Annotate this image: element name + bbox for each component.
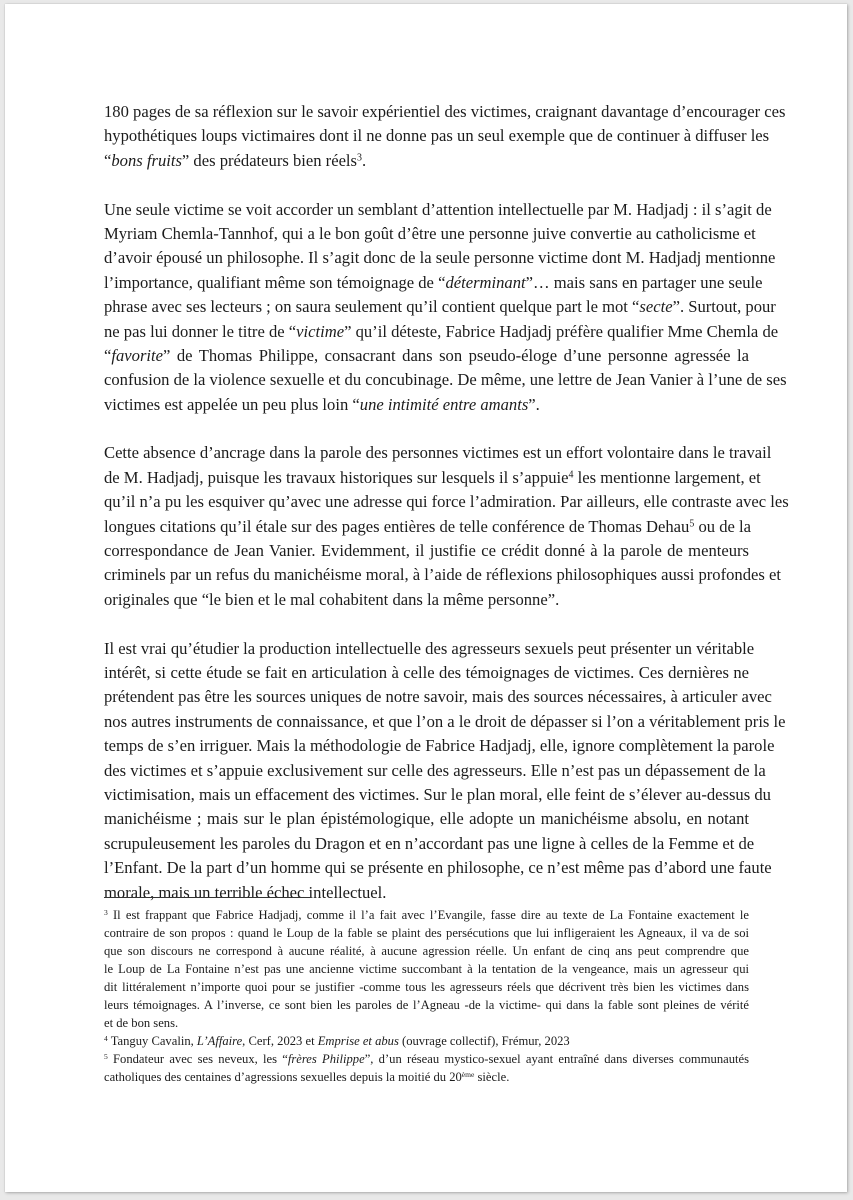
paragraph	[104, 637, 786, 905]
text-run: Cette absence d’ancrage dans la parole des personnes victimes est un effort volontaire dans le travail	[104, 443, 772, 463]
text-run: l’Enfant. De la part d’un homme qui se présente en philosophe, ce n’est même pas d’abord une faute	[104, 858, 772, 878]
text-line	[104, 1014, 749, 1032]
italic-text: frères Philippe	[287, 1052, 365, 1066]
text-run: Il est vrai qu’étudier la production intellectuelle des agresseurs sexuels peut présenter un véritable	[104, 638, 755, 658]
text-line	[104, 856, 772, 880]
italic-text: bons fruits	[111, 150, 182, 170]
footnote-reference: 4	[104, 1033, 108, 1043]
text-line	[104, 124, 770, 148]
footnote-separator	[104, 897, 311, 898]
text-line	[104, 978, 749, 996]
italic-text: L’Affaire	[196, 1034, 243, 1048]
text-run: correspondance de Jean Vanier. Evidemment, il justifie ce crédit donné à la parole de menteurs	[104, 541, 749, 561]
text-run: hypothétiques loups victimaires dont il ne donne pas un seul exemple que de continuer à diffuser les	[104, 126, 770, 146]
text-run: originales que “le bien et le mal cohabitent dans la même personne”.	[104, 589, 560, 609]
text-run: victimes est appelée un peu plus loin “	[104, 394, 360, 414]
text-line	[104, 149, 749, 173]
italic-text: Emprise et abus	[317, 1034, 399, 1048]
footnote-3	[104, 906, 749, 1032]
text-line	[104, 942, 749, 960]
footnote-5	[104, 1050, 749, 1086]
document-page	[5, 4, 847, 1192]
text-line	[104, 637, 755, 661]
text-run: (ouvrage collectif), Frémur, 2023	[398, 1034, 570, 1048]
text-line	[104, 685, 772, 709]
text-line	[104, 490, 789, 514]
text-run: leurs témoignages. A l’inverse, ce sont bien les paroles de l’Agneau -de la victime- qui dans la fable sont pleines de vérité	[104, 998, 749, 1012]
body-text	[104, 100, 789, 929]
text-run: ”… mais sans en partager une seule	[525, 272, 763, 292]
text-line	[104, 710, 786, 734]
text-line	[104, 960, 749, 978]
text-line	[104, 295, 776, 319]
footnote-reference: 4	[568, 469, 574, 481]
text-run: l’importance, qualifiant même son témoignage de “	[104, 272, 446, 292]
text-run: .	[361, 150, 367, 170]
text-run: prétendent pas être les sources uniques de notre savoir, mais des sources nécessaires, à articuler avec	[104, 687, 772, 707]
paragraph	[104, 198, 787, 418]
footnote-reference: ème	[461, 1069, 475, 1079]
text-run: “	[104, 150, 112, 170]
paragraph	[104, 100, 786, 173]
text-line	[104, 271, 763, 295]
text-line	[104, 198, 772, 222]
text-run: morale, mais un terrible échec intellectuel.	[104, 882, 387, 902]
text-line	[104, 588, 749, 612]
text-line	[104, 661, 749, 685]
text-line	[104, 246, 776, 270]
text-line	[104, 222, 756, 246]
text-line	[104, 515, 749, 539]
text-run: ” de Thomas Philippe, consacrant dans son pseudo-éloge d’une personne agressée la	[163, 345, 749, 365]
text-run: ”. Surtout, pour	[672, 297, 776, 317]
text-run: longues citations qu’il étale sur des pages entières de telle conférence de Thomas Dehau	[104, 516, 690, 536]
text-run: ” qu’il déteste, Fabrice Hadjadj préfère qualifier Mme Chemla de	[344, 321, 779, 341]
text-run: de M. Hadjadj, puisque les travaux historiques sur lesquels il s’appuie	[104, 467, 569, 487]
text-line	[104, 759, 766, 783]
footnote-reference: 5	[104, 1051, 108, 1061]
text-run: confusion de la violence sexuelle et du concubinage. De même, une lettre de Jean Vanier à l’une de ses	[104, 370, 787, 390]
text-run: siècle.	[474, 1070, 510, 1084]
text-run: contraire de son propos : quand le Loup de la fable se plaint des persécutions que lui infligeraient les Agneaux, il va de soi	[104, 926, 749, 940]
italic-text: une intimité entre amants	[359, 394, 529, 414]
text-line	[104, 320, 779, 344]
text-line	[104, 563, 781, 587]
text-line	[104, 906, 749, 924]
text-run: nos autres instruments de connaissance, et que l’on a le droit de dépasser si l’on a véritablement pris le	[104, 711, 786, 731]
text-line	[104, 100, 786, 124]
text-run: ”, d’un réseau mystico-sexuel ayant entraîné dans diverses communautés	[364, 1052, 749, 1066]
text-run: Myriam Chemla-Tannhof, qui a le bon goût d’être une personne juive convertie au catholicisme et	[104, 223, 756, 243]
text-line	[104, 466, 761, 490]
italic-text: déterminant	[445, 272, 526, 292]
text-line	[104, 368, 787, 392]
text-run: criminels par un refus du manichéisme moral, à l’aide de réflexions philosophiques aussi profondes et	[104, 565, 781, 585]
text-line	[104, 832, 755, 856]
text-run: les mentionne largement, et	[573, 467, 761, 487]
text-line	[104, 539, 749, 563]
paragraph	[104, 441, 789, 612]
text-line	[104, 996, 749, 1014]
text-run: ”.	[528, 394, 540, 414]
footnote-reference: 3	[357, 152, 362, 164]
footnote-reference: 3	[104, 907, 108, 917]
text-run: des victimes et s’appuie exclusivement sur celle des agresseurs. Elle n’est pas un dépassement de la	[104, 760, 766, 780]
text-run: “	[104, 345, 112, 365]
footnotes	[104, 906, 749, 1086]
text-line	[104, 441, 772, 465]
text-run: Tanguy Cavalin,	[107, 1034, 197, 1048]
text-line	[104, 1068, 749, 1086]
footnote-reference: 5	[689, 518, 695, 530]
text-run: temps de s’en irriguer. Mais la méthodologie de Fabrice Hadjadj, elle, ignore complètement la parole	[104, 736, 775, 756]
text-run: phrase avec ses lecteurs ; on saura seulement qu’il contient quelque part le mot “	[104, 297, 640, 317]
text-run: Fondateur avec ses neveux, les “	[107, 1052, 288, 1066]
text-run: qu’il n’a pu les esquiver qu’avec une adresse qui force l’admiration. Par ailleurs, elle contraste avec les	[104, 492, 789, 512]
text-run: ” des prédateurs bien réels	[181, 150, 357, 170]
italic-text: secte	[639, 297, 673, 317]
text-run: manichéisme ; mais sur le plan épistémologique, elle adopte un manichéisme absolu, en notant	[104, 809, 749, 829]
text-line	[104, 1032, 749, 1050]
text-run: le Loup de La Fontaine n’est pas une ancienne victime succombant à la tentation de la vengeance, mais un agresseur qui	[104, 962, 749, 976]
text-run: ou de la	[694, 516, 751, 536]
text-run: Il est frappant que Fabrice Hadjadj, comme il l’a fait avec l’Evangile, fasse dire au texte de La Fontaine exactement le	[107, 908, 749, 922]
text-run: et de bon sens.	[104, 1016, 179, 1030]
text-line	[104, 393, 749, 417]
text-run: , Cerf, 2023 et	[242, 1034, 318, 1048]
text-run: Une seule victime se voit accorder un semblant d’attention intellectuelle par M. Hadjadj : il s’agit de	[104, 199, 772, 219]
text-line	[104, 783, 771, 807]
text-run: scrupuleusement les paroles du Dragon et en n’accordant pas une ligne à celles de la Femme et de	[104, 833, 755, 853]
text-run: que son discours ne correspond à aucune réalité, à aucune agression réelle. Un enfant de cinq ans peut comprendre que	[104, 944, 749, 958]
text-run: d’avoir épousé un philosophe. Il s’agit donc de la seule personne victime dont M. Hadjadj mentionne	[104, 248, 776, 268]
text-line	[104, 881, 749, 905]
text-line	[104, 344, 749, 368]
text-run: catholiques des centaines d’agressions sexuelles depuis la moitié du 20	[104, 1070, 462, 1084]
text-line	[104, 734, 775, 758]
text-line	[104, 1050, 749, 1068]
text-run: victimisation, mais un effacement des victimes. Sur le plan moral, elle feint de s’élever au-dessus du	[104, 784, 771, 804]
text-run: dit littéralement n’importe quoi pour se justifier -comme tous les agresseurs réels que décrivent très bien les victimes dans	[104, 980, 749, 994]
footnote-4	[104, 1032, 749, 1050]
text-run: ne pas lui donner le titre de “	[104, 321, 297, 341]
text-run: intérêt, si cette étude se fait en articulation à celle des témoignages de victimes. Ces dernières ne	[104, 662, 749, 682]
italic-text: favorite	[111, 345, 163, 365]
text-line	[104, 924, 749, 942]
italic-text: victime	[296, 321, 345, 341]
text-line	[104, 807, 749, 831]
text-run: 180 pages de sa réflexion sur le savoir expérientiel des victimes, craignant davantage d’encourager ces	[104, 102, 786, 121]
